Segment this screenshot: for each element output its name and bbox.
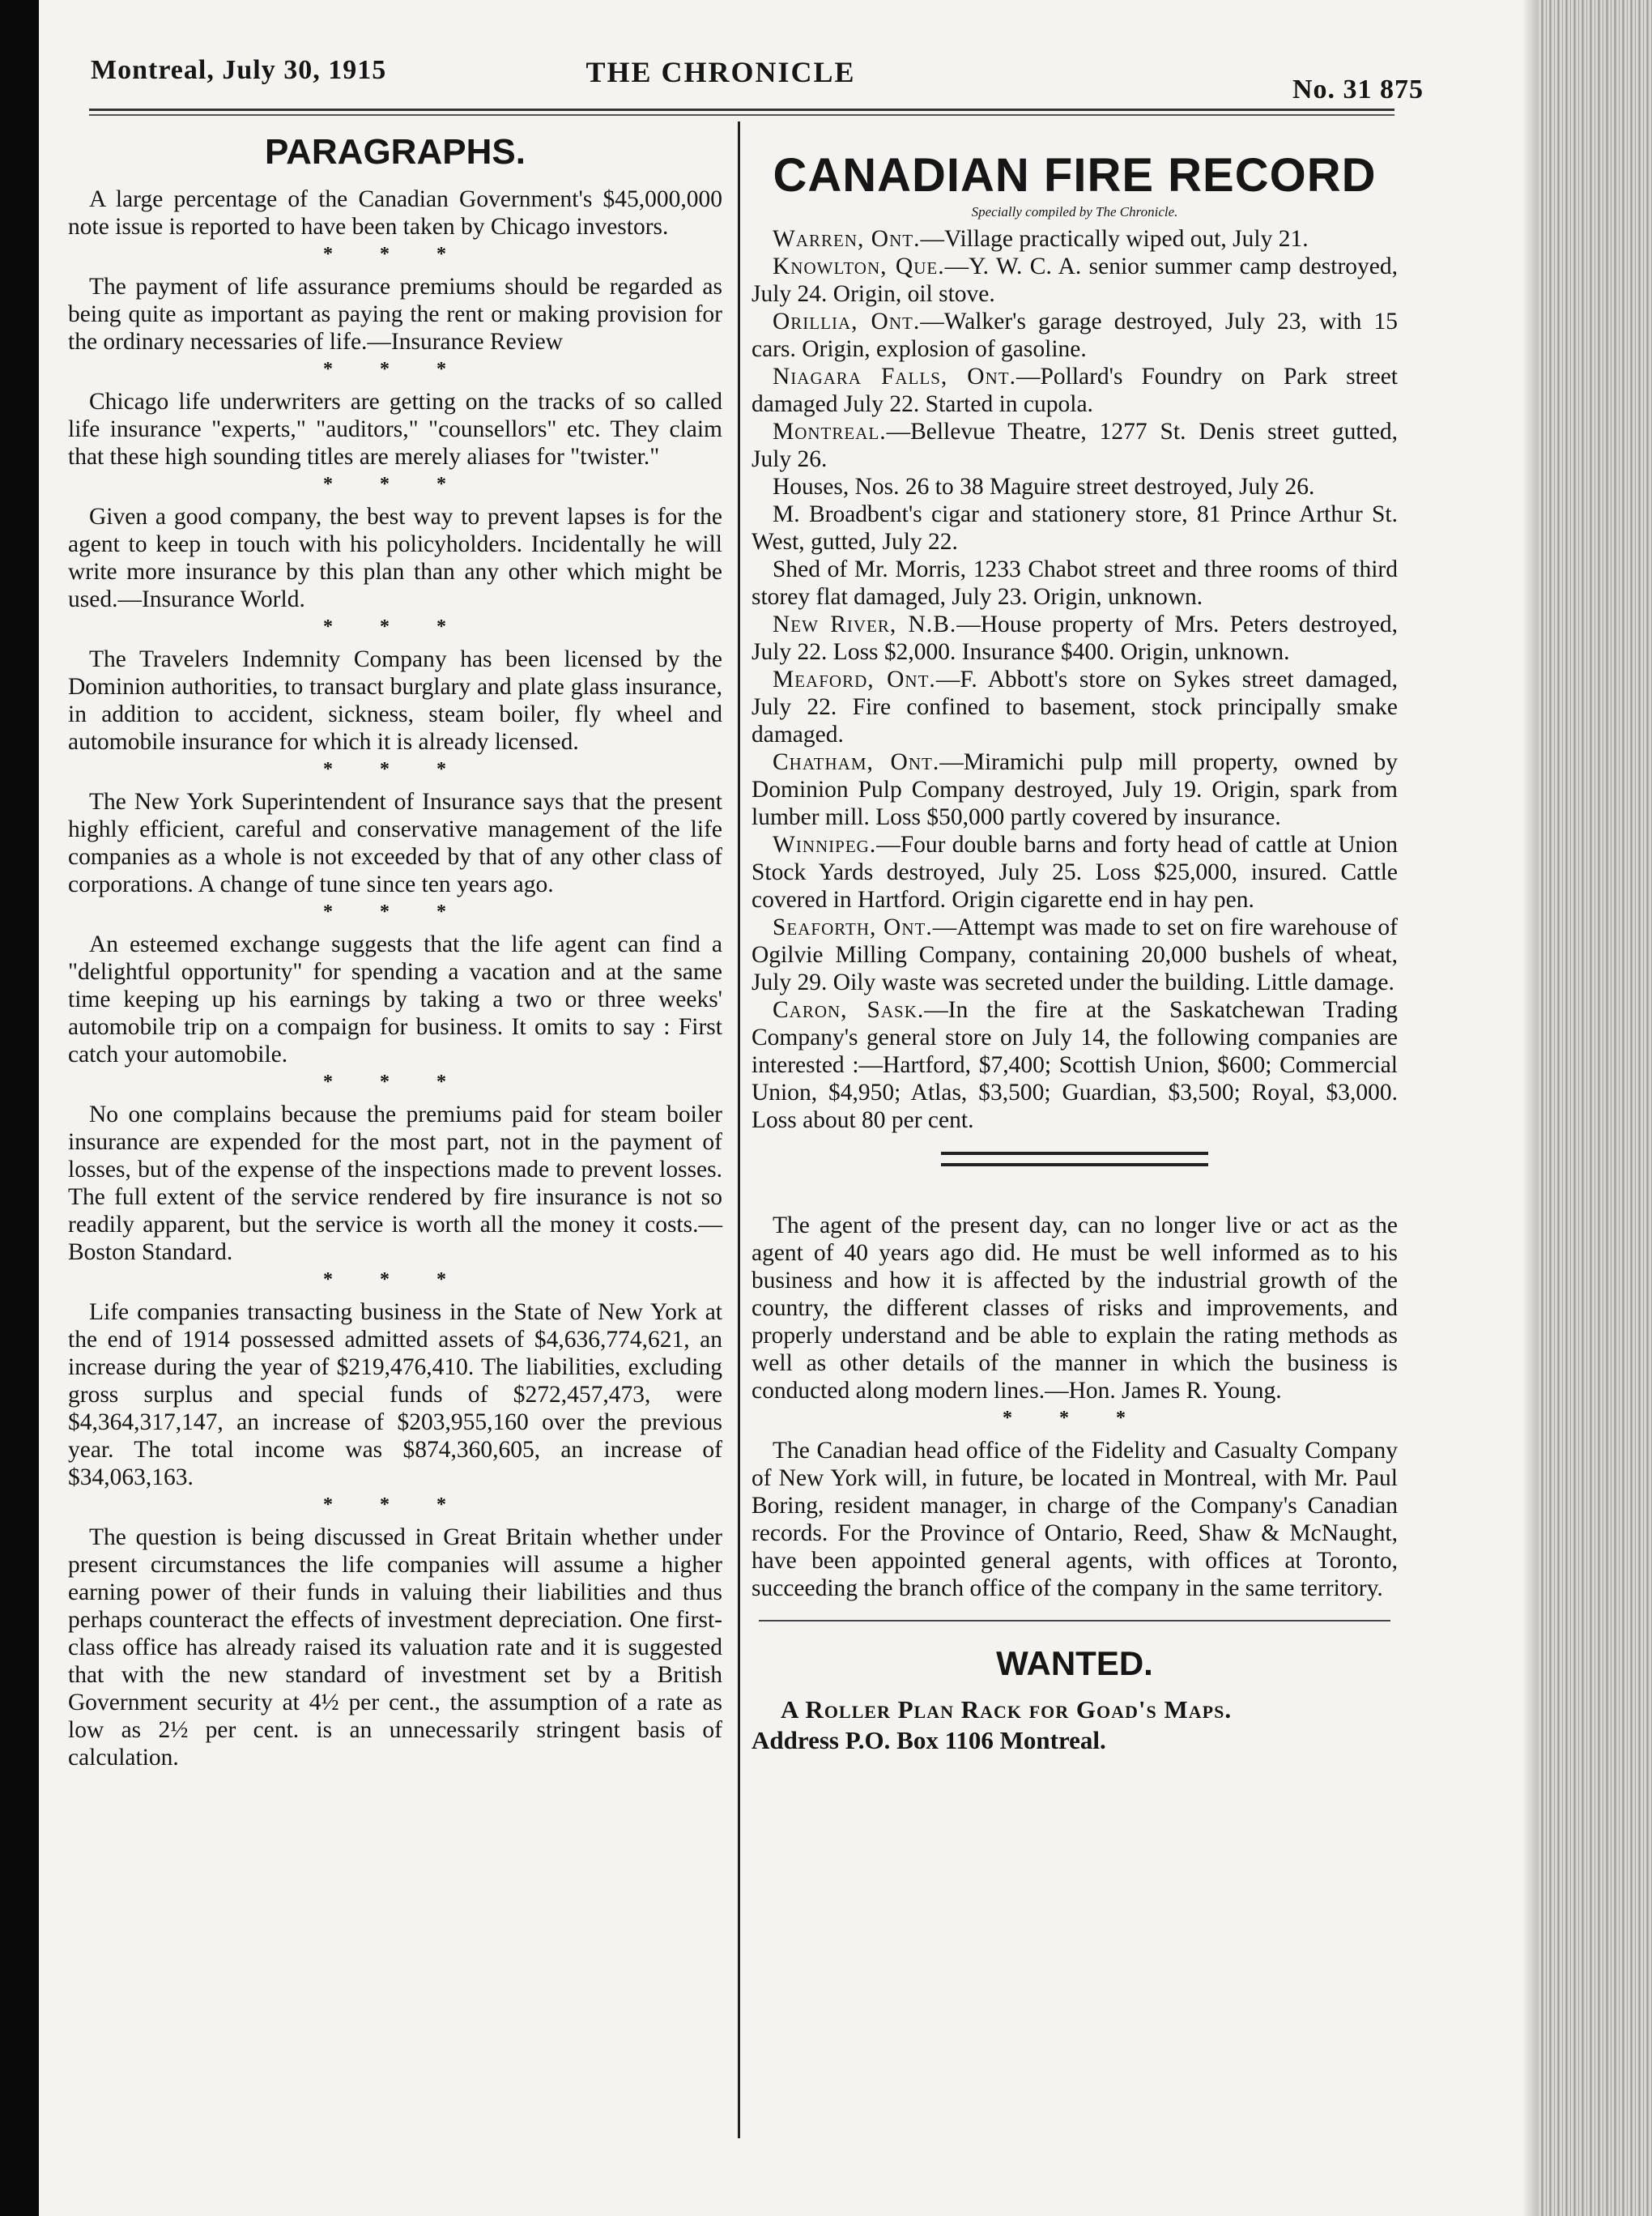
- fire-entry-place: Knowlton, Que.: [773, 254, 945, 279]
- paragraphs-column: [68, 126, 722, 1771]
- wanted-line-1: [751, 1694, 1398, 1725]
- paragraph-item: The New York Superintendent of Insurance says that the present highly efficient, careful and conservative management of the life companies as a whole is not exceeded by that of any other class of corporations. A change of tune since ten years ago.: [68, 789, 722, 897]
- fire-entry: [751, 611, 1398, 666]
- header-rule: [89, 109, 1394, 116]
- fire-entry-place: Montreal.: [773, 419, 887, 445]
- asterism: * * *: [323, 359, 467, 380]
- running-header: [49, 55, 1424, 104]
- fire-entry: [751, 253, 1398, 308]
- wanted-line-1-text: A Roller Plan Rack for Goad's Maps.: [781, 1695, 1233, 1724]
- fire-entry-text: —Attempt was made to set on fire warehouse of Ogilvie Milling Company, containing 20,000 bushels of wheat, July 29. Oily waste was secreted under the building. Little damage.: [751, 914, 1398, 995]
- paragraphs-title: PARAGRAPHS.: [265, 132, 526, 172]
- fire-entry-place: Niagara Falls, Ont.: [773, 364, 1016, 390]
- fire-entry-place: Caron, Sask.: [773, 997, 925, 1023]
- paragraph-item: The payment of life assurance premiums should be regarded as being quite as important as paying the rent or making provision for the ordinary necessaries of life.—Insurance Review: [68, 274, 722, 355]
- fire-record-title: CANADIAN FIRE RECORD: [773, 149, 1377, 202]
- paragraph-item: An esteemed exchange suggests that the life agent can find a "delightful opportunity" for spending a vacation and at the same time keeping up his earnings by taking a two or three weeks' automobile trip on a compaign for business. It omits to say : First catch your automobile.: [68, 931, 722, 1068]
- header-publication: THE CHRONICLE: [585, 56, 856, 88]
- header-issue-page: No. 31 875: [1292, 75, 1424, 104]
- fire-entry: [751, 831, 1398, 914]
- fire-record-column: [751, 126, 1398, 1756]
- header-date: Montreal, July 30, 1915: [91, 55, 387, 85]
- asterism: * * *: [323, 1072, 467, 1093]
- asterism: * * *: [323, 616, 467, 637]
- paragraph-item: No one complains because the premiums paid for steam boiler insurance are expended for the most part, not in the payment of losses, but of the expense of the inspections made to prevent losses. The full extent of the service rendered by fire insurance is not so readily apparent, but the service is worth all the money it costs.—Boston Standard.: [68, 1102, 722, 1265]
- wanted-title: WANTED.: [996, 1644, 1153, 1682]
- book-page-edges: [1539, 0, 1652, 2216]
- fire-entry: [751, 308, 1398, 363]
- fire-entry-text: —Walker's garage destroyed, July 23, with 15 cars. Origin, explosion of gasoline.: [751, 309, 1398, 362]
- fire-entry-text: —Four double barns and forty head of cattle at Union Stock Yards destroyed, July 25. Loss $25,000, insured. Cattle covered in Hartford. Origin cigarette end in hay pen.: [751, 832, 1398, 913]
- fire-entry-place: Seaforth, Ont.: [773, 914, 933, 940]
- wanted-rule: [759, 1620, 1390, 1622]
- fire-entry-text: —F. Abbott's store on Sykes street damaged, July 22. Fire confined to basement, stock principally smake damaged.: [751, 667, 1398, 748]
- fire-entry: [751, 418, 1398, 473]
- agent-paragraph: The agent of the present day, can no longer live or act as the agent of 40 years ago did. He must be well informed as to his business and how it is affected by the industrial growth of the country, the different classes of risks and improvements, and properly understand and be able to explain the rating methods as well as other details of the manner in which the business is conducted along modern lines.—Hon. James R. Young.: [751, 1212, 1398, 1404]
- fidelity-paragraph: The Canadian head office of the Fidelity and Casualty Company of New York will, in future, be located in Montreal, with Mr. Paul Boring, resident manager, in charge of the Company's Canadian records. For the Province of Ontario, Reed, Shaw & McNaught, have been appointed general agents, with offices at Toronto, succeeding the branch office of the company in the same territory.: [751, 1438, 1398, 1601]
- asterism: * * *: [323, 1494, 467, 1515]
- fire-entry-place: Orillia, Ont.: [773, 309, 921, 335]
- fire-entry-text: —In the fire at the Saskatchewan Trading Company's general store on July 14, the following companies are interested :—Hartford, $7,400; Scottish Union, $600; Commercial Union, $4,950; Atlas, $3,500; Guardian, $3,500; Royal, $3,000. Loss about 80 per cent.: [751, 997, 1398, 1133]
- fire-entry-place: Winnipeg.: [773, 832, 877, 858]
- fire-entry-text: —Miramichi pulp mill property, owned by Dominion Pulp Company destroyed, July 19. Origin, spark from lumber mill. Loss $50,000 partly covered by insurance.: [751, 749, 1398, 830]
- fire-entry: [751, 363, 1398, 418]
- fire-entry: [751, 914, 1398, 996]
- asterism: * * *: [323, 474, 467, 495]
- paragraph-item: The question is being discussed in Great Britain whether under present circumstances the life companies will assume a higher earning power of their funds in valuing their liabilities and thus perhaps counteract the effects of investment depreciation. One first-class office has already raised its valuation rate and it is suggested that with the new standard of investment set by a British Government security at 4½ per cent., the assumption of a rate as low as 2½ per cent. is an unnecessarily stringent basis of calculation.: [68, 1524, 722, 1771]
- fire-entry: [751, 501, 1398, 556]
- paragraph-item: A large percentage of the Canadian Government's $45,000,000 note issue is reported to have been taken by Chicago investors.: [68, 186, 722, 240]
- fire-record-byline: Specially compiled by The Chronicle.: [971, 204, 1178, 219]
- section-double-rule: [941, 1152, 1208, 1166]
- fire-entry-text: —Village practically wiped out, July 21.: [920, 226, 1309, 252]
- asterism: * * *: [323, 1269, 467, 1290]
- fire-entry: [751, 556, 1398, 611]
- paragraph-item: Chicago life underwriters are getting on the tracks of so called life insurance "experts," "auditors," "counsellors" etc. They claim that these high sounding titles are merely aliases for "twister.": [68, 389, 722, 470]
- wanted-line-2: Address P.O. Box 1106 Montreal.: [751, 1726, 1106, 1754]
- fire-entry: [751, 748, 1398, 831]
- asterism: * * *: [1003, 1408, 1147, 1429]
- page-gutter-shadow: [1522, 0, 1540, 2216]
- fire-entry-text: Houses, Nos. 26 to 38 Maguire street destroyed, July 26.: [773, 474, 1315, 500]
- fire-entry-text: M. Broadbent's cigar and stationery store, 81 Prince Arthur St. West, gutted, July 22.: [751, 501, 1398, 555]
- fire-entry: [751, 666, 1398, 748]
- fire-entry-text: —Bellevue Theatre, 1277 St. Denis street gutted, July 26.: [751, 419, 1398, 472]
- fire-entry-text: Shed of Mr. Morris, 1233 Chabot street and three rooms of third storey flat damaged, July 23. Origin, unknown.: [751, 556, 1398, 610]
- paragraph-item: Given a good company, the best way to prevent lapses is for the agent to keep in touch with his policyholders. Incidentally he will write more insurance by this plan than any other which might be used.—Insurance World.: [68, 504, 722, 612]
- fire-entry-place: Chatham, Ont.: [773, 749, 940, 775]
- fire-entry-text: —House property of Mrs. Peters destroyed, July 22. Loss $2,000. Insurance $400. Origin, unknown.: [751, 612, 1398, 665]
- fire-entry-place: Meaford, Ont.: [773, 667, 936, 692]
- paragraph-item: Life companies transacting business in the State of New York at the end of 1914 possessed admitted assets of $4,636,774,621, an increase during the year of $219,476,410. The liabilities, excluding gross surplus and special funds of $272,457,473, were $4,364,317,147, an increase of $203,955,160 over the previous year. The total income was $874,360,605, an increase of $34,063,163.: [68, 1299, 722, 1490]
- fire-entry: [751, 473, 1398, 501]
- paragraph-item: The Travelers Indemnity Company has been licensed by the Dominion authorities, to transact burglary and plate glass insurance, in addition to accident, sickness, steam boiler, fly wheel and automobile insurance for which it is already licensed.: [68, 646, 722, 755]
- fire-entry: [751, 225, 1398, 253]
- fire-entry-place: Warren, Ont.: [773, 226, 921, 252]
- asterism: * * *: [323, 759, 467, 780]
- asterism: * * *: [323, 901, 467, 923]
- fire-entry: [751, 996, 1398, 1134]
- fire-entry-text: —Pollard's Foundry on Park street damaged July 22. Started in cupola.: [751, 364, 1399, 417]
- column-divider: [738, 121, 740, 2138]
- fire-entry-place: New River, N.B.: [773, 612, 957, 637]
- fire-entry-text: —Y. W. C. A. senior summer camp destroyed, July 24. Origin, oil stove.: [751, 254, 1398, 307]
- asterism: * * *: [323, 244, 467, 265]
